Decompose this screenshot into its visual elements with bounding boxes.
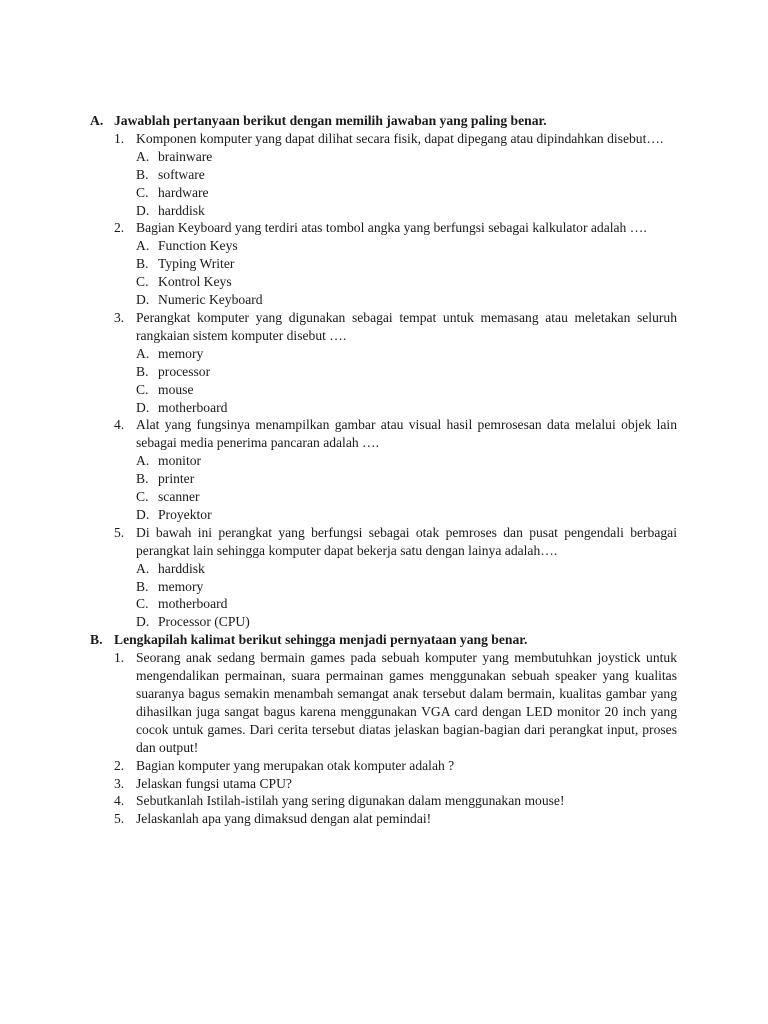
option-text: motherboard <box>158 596 228 612</box>
question-number: 5. <box>114 811 125 827</box>
answer-option <box>136 488 768 506</box>
option-letter: D. <box>136 506 150 522</box>
option-letter: A. <box>136 148 150 164</box>
answer-option <box>136 613 768 631</box>
option-letter: B. <box>136 578 149 594</box>
essay-question <box>0 649 768 756</box>
option-letter: A. <box>136 238 150 254</box>
option-letter: A. <box>136 453 150 469</box>
option-text: Proyektor <box>158 506 212 522</box>
answer-options <box>0 237 768 309</box>
question-number: 3. <box>114 309 125 325</box>
question-text: Jelaskan fungsi utama CPU? <box>136 775 292 791</box>
answer-option <box>136 381 768 399</box>
answer-option <box>136 237 768 255</box>
answer-option <box>136 291 768 309</box>
answer-options <box>0 560 768 632</box>
question-number: 4. <box>114 417 125 433</box>
question-text: Bagian komputer yang merupakan otak komputer adalah ? <box>136 757 455 773</box>
question-text: Sebutkanlah Istilah-istilah yang sering digunakan dalam menggunakan mouse! <box>136 793 565 809</box>
answer-option <box>136 345 768 363</box>
question-text: Bagian Keyboard yang terdiri atas tombol angka yang berfungsi sebagai kalkulator adalah …. <box>136 220 647 236</box>
option-text: mouse <box>158 381 194 397</box>
option-text: printer <box>158 471 195 487</box>
option-letter: A. <box>136 560 150 576</box>
answer-option <box>136 560 768 578</box>
option-text: Processor (CPU) <box>158 614 250 630</box>
option-text: processor <box>158 363 211 379</box>
section-a-letter: A. <box>90 113 104 128</box>
answer-options <box>0 148 768 220</box>
section-b-title: Lengkapilah kalimat berikut sehingga menjadi pernyataan yang benar. <box>114 632 528 648</box>
option-text: Numeric Keyboard <box>158 292 263 308</box>
answer-option <box>136 148 768 166</box>
option-letter: C. <box>136 274 149 290</box>
option-letter: B. <box>136 363 149 379</box>
option-text: monitor <box>158 453 202 469</box>
question-item <box>0 130 768 220</box>
option-letter: B. <box>136 471 149 487</box>
option-letter: C. <box>136 381 149 397</box>
option-text: software <box>158 166 205 182</box>
question-text: Alat yang fungsinya menampilkan gambar atau visual hasil pemrosesan data melalui objek lain sebagai media penerima pancaran adalah …. <box>136 417 677 451</box>
answer-options <box>0 345 768 417</box>
option-letter: D. <box>136 292 150 308</box>
option-text: Typing Writer <box>158 256 235 272</box>
option-text: harddisk <box>158 560 205 576</box>
question-row <box>0 416 768 452</box>
option-letter: B. <box>136 166 149 182</box>
option-text: memory <box>158 578 204 594</box>
answer-option <box>136 166 768 184</box>
question-number: 1. <box>114 130 125 146</box>
question-number: 1. <box>114 650 125 666</box>
answer-option <box>136 399 768 417</box>
section-a-title: Jawablah pertanyaan berikut dengan memilih jawaban yang paling benar. <box>114 113 547 128</box>
question-row <box>0 219 768 237</box>
option-text: scanner <box>158 489 200 505</box>
question-item <box>0 309 768 416</box>
question-text: Seorang anak sedang bermain games pada sebuah komputer yang membutuhkan joystick untuk mengendalikan permainan, suara permainan games menggunakan sebuah speaker yang kualitas suaranya bagus semakin menambah semangat anak tersebut dalam bermain, kualitas gambar yang dihasilkan juga sangat bagus karena menggunakan VGA card dengan LED monitor 20 inch yang cocok untuk games. Dari cerita tersebut diatas jelaskan bagian-bagian dari perangkat input, proses dan output! <box>136 650 677 755</box>
essay-question <box>0 792 768 810</box>
answer-option <box>136 363 768 381</box>
option-letter: B. <box>136 256 149 272</box>
section-b-heading <box>0 631 768 649</box>
answer-option <box>136 578 768 596</box>
answer-option <box>136 470 768 488</box>
essay-question <box>0 775 768 793</box>
question-text: Jelaskanlah apa yang dimaksud dengan alat pemindai! <box>136 811 432 827</box>
option-text: Function Keys <box>158 238 238 254</box>
section-b-letter: B. <box>90 632 103 648</box>
question-row <box>0 309 768 345</box>
option-letter: C. <box>136 596 149 612</box>
option-letter: D. <box>136 399 150 415</box>
option-text: memory <box>158 345 204 361</box>
answer-option <box>136 273 768 291</box>
essay-list <box>0 649 768 828</box>
question-item <box>0 219 768 309</box>
option-letter: A. <box>136 345 150 361</box>
answer-option <box>136 255 768 273</box>
option-letter: C. <box>136 184 149 200</box>
option-text: hardware <box>158 184 209 200</box>
answer-option <box>136 184 768 202</box>
answer-option <box>136 202 768 220</box>
question-item <box>0 524 768 631</box>
question-text: Komponen komputer yang dapat dilihat secara fisik, dapat dipegang atau dipindahkan disebut…. <box>136 130 664 146</box>
option-letter: C. <box>136 489 149 505</box>
essay-question <box>0 810 768 828</box>
question-number: 3. <box>114 775 125 791</box>
option-text: Kontrol Keys <box>158 274 232 290</box>
option-letter: D. <box>136 614 150 630</box>
question-number: 2. <box>114 220 125 236</box>
question-number: 2. <box>114 757 125 773</box>
option-text: brainware <box>158 148 213 164</box>
question-item <box>0 416 768 523</box>
question-number: 5. <box>114 524 125 540</box>
question-text: Perangkat komputer yang digunakan sebagai tempat untuk memasang atau meletakan seluruh rangkaian sistem komputer disebut …. <box>136 309 677 343</box>
section-a-heading <box>0 112 768 130</box>
essay-question <box>0 757 768 775</box>
question-number: 4. <box>114 793 125 809</box>
multiple-choice-list <box>0 130 768 631</box>
question-row <box>0 130 768 148</box>
answer-option <box>136 452 768 470</box>
answer-option <box>136 595 768 613</box>
option-text: harddisk <box>158 202 205 218</box>
option-text: motherboard <box>158 399 228 415</box>
answer-option <box>136 506 768 524</box>
question-text: Di bawah ini perangkat yang berfungsi sebagai otak pemroses dan pusat pengendali berbagai perangkat lain sehingga komputer dapat bekerja satu dengan lainya adalah…. <box>136 524 677 558</box>
worksheet <box>0 112 768 828</box>
question-row <box>0 524 768 560</box>
answer-options <box>0 452 768 524</box>
option-letter: D. <box>136 202 150 218</box>
